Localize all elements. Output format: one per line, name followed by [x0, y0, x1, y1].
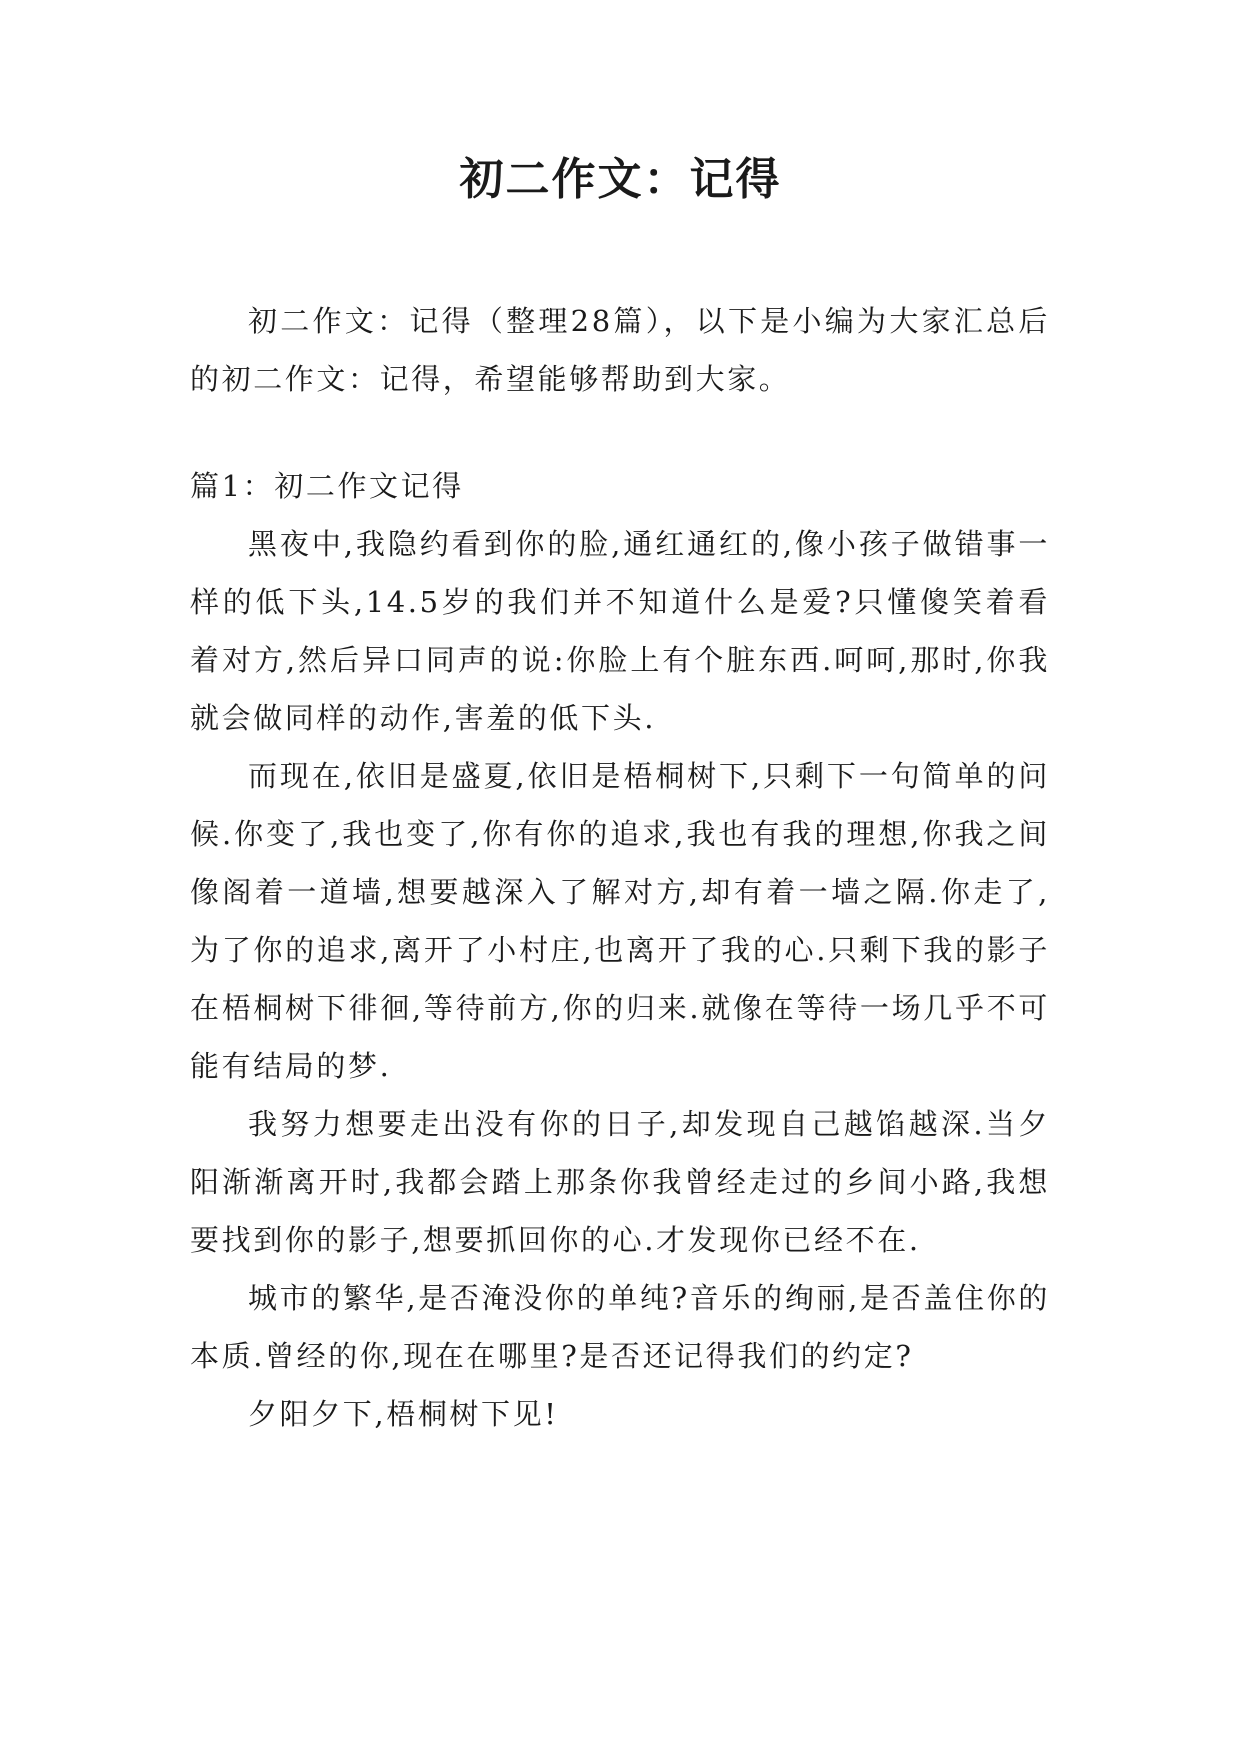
document-body — [190, 292, 1050, 1443]
body-paragraph: 我努力想要走出没有你的日子,却发现自己越馅越深.当夕阳渐渐离开时,我都会踏上那条你我曾经走过的乡间小路,我想要找到你的影子,想要抓回你的心.才发现你已经不在. — [190, 1107, 1050, 1257]
body-paragraph: 黑夜中,我隐约看到你的脸,通红通红的,像小孩子做错事一样的低下头,14.5岁的我们并不知道什么是爱?只懂傻笑着看着对方,然后异口同声的说:你脸上有个脏东西.呵呵,那时,你我就会做同样的动作,害羞的低下头. — [190, 527, 1050, 735]
page-title: 初二作文：记得 — [459, 154, 782, 205]
intro-paragraph: 初二作文：记得（整理28篇），以下是小编为大家汇总后的初二作文：记得，希望能够帮助到大家。 — [190, 304, 1050, 396]
section-heading: 篇1：初二作文记得 — [190, 469, 464, 503]
body-paragraph: 城市的繁华,是否淹没你的单纯?音乐的绚丽,是否盖住你的本质.曾经的你,现在在哪里?是否还记得我们的约定? — [190, 1281, 1050, 1373]
body-paragraph: 夕阳夕下,梧桐树下见! — [248, 1397, 559, 1431]
body-paragraph: 而现在,依旧是盛夏,依旧是梧桐树下,只剩下一句简单的问候.你变了,我也变了,你有你的追求,我也有我的理想,你我之间像阁着一道墙,想要越深入了解对方,却有着一墙之隔.你走了,为了你的追求,离开了小村庄,也离开了我的心.只剩下我的影子在梧桐树下徘徊,等待前方,你的归来.就像在等待一场几乎不可能有结局的梦. — [190, 759, 1050, 1083]
